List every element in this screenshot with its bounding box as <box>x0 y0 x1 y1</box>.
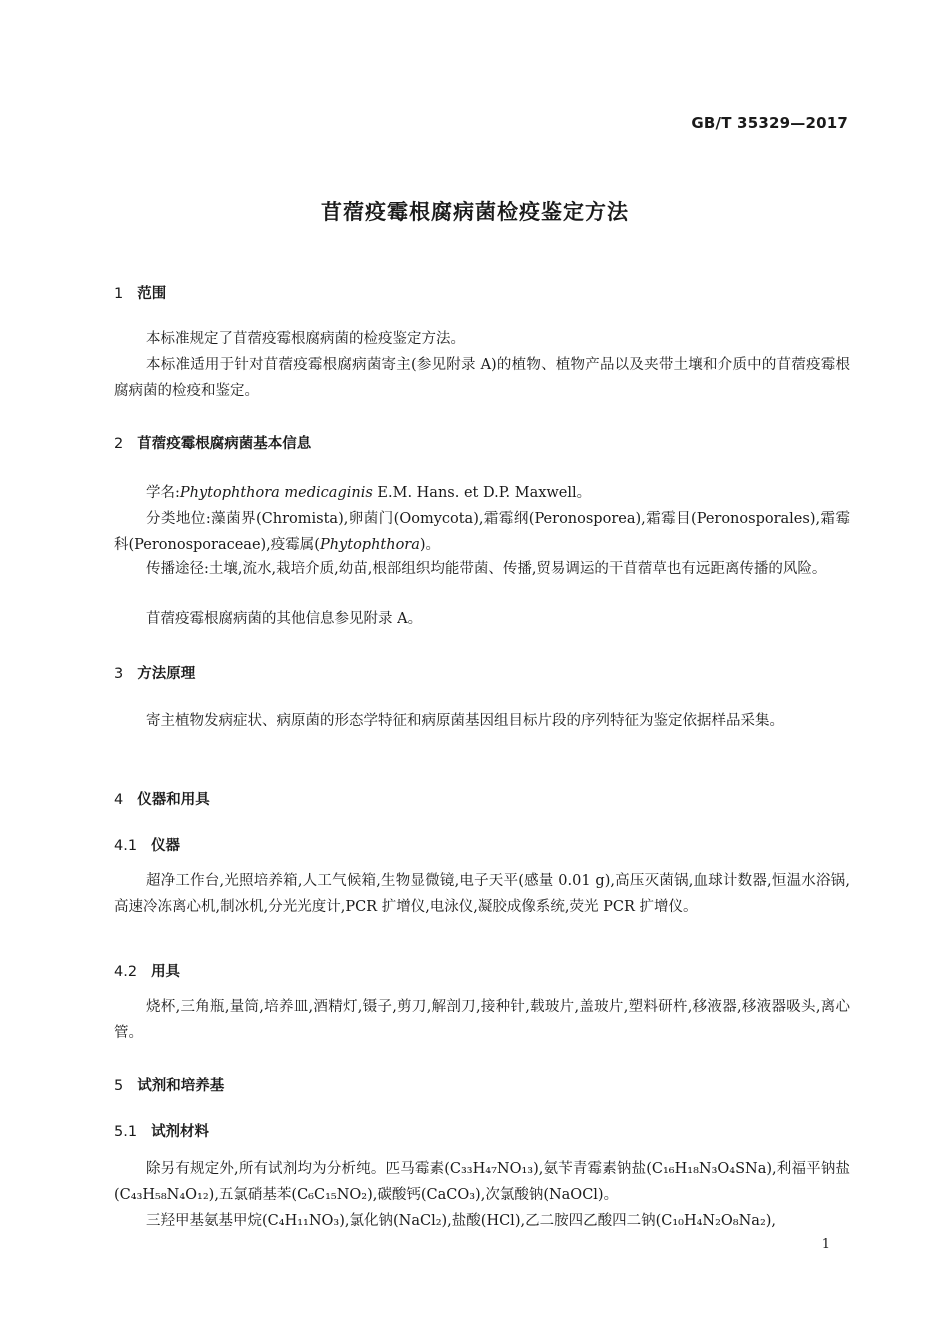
section-heading-4 <box>114 788 210 809</box>
paragraph: 传播途径:土壤,流水,栽培介质,幼苗,根部组织均能带菌、传播,贸易调运的干苜蓿草也有远距离传播的风险。 <box>146 561 827 577</box>
section-title: 苜蓿疫霉根腐病菌基本信息 <box>137 436 312 452</box>
latin-name: Phytophthora medicaginis <box>179 485 373 501</box>
page-number: 1 <box>821 1237 830 1252</box>
paragraph: 超净工作台,光照培养箱,人工气候箱,生物显微镜,电子天平(感量 0.01 g),高压灭菌锅,血球计数器,恒温水浴锅,高速冷冻离心机,制冰机,分光光度计,PCR 扩增仪,电泳仪,凝胶成像系统,荧光 PCR 扩增仪。 <box>114 873 850 915</box>
section-heading-2 <box>114 432 311 453</box>
subsection-title: 用具 <box>151 964 181 980</box>
subsection-number: 4.2 <box>114 964 138 980</box>
section-title: 试剂和培养基 <box>137 1078 225 1094</box>
subsection-heading-4-1 <box>114 834 180 855</box>
section-number: 1 <box>114 286 124 302</box>
section-number: 2 <box>114 436 124 452</box>
genus-name: Phytophthora <box>319 537 420 553</box>
taxonomy-text: 分类地位:藻菌界(Chromista),卵菌门(Oomycota),霜霉纲(Peronosporea),霜霉目(Peronosporales),霜霉科(Peronosporaceae),疫霉属( <box>114 511 850 553</box>
paragraph: 寄主植物发病症状、病原菌的形态学特征和病原菌基因组目标片段的序列特征为鉴定依据样品采集。 <box>146 713 784 729</box>
section-title: 仪器和用具 <box>137 792 210 808</box>
paragraph: 本标准适用于针对苜蓿疫霉根腐病菌寄主(参见附录 A)的植物、植物产品以及夹带土壤和介质中的苜蓿疫霉根腐病菌的检疫和鉴定。 <box>114 357 850 399</box>
authority: E.M. Hans. et D.P. Maxwell。 <box>372 485 592 501</box>
subsection-title: 仪器 <box>151 838 181 854</box>
section-number: 5 <box>114 1078 124 1094</box>
paragraph-reagents: 除另有规定外,所有试剂均为分析纯。匹马霉素(C₃₃H₄₇NO₁₃),氨苄青霉素钠盐(C₁₆H₁₈N₃O₄SNa),利福平钠盐(C₄₃H₅₈N₄O₁₂),五氯硝基苯(C₆C₁₅NO₂),碳酸钙(CaCO₃),次氯酸钠(NaOCl)。 <box>114 1161 850 1203</box>
section-title: 方法原理 <box>137 666 196 682</box>
taxonomy-end: )。 <box>419 537 441 553</box>
section-heading-3 <box>114 662 195 683</box>
paragraph: 烧杯,三角瓶,量筒,培养皿,酒精灯,镊子,剪刀,解剖刀,接种针,载玻片,盖玻片,塑料研杵,移液器,移液器吸头,离心管。 <box>114 999 850 1041</box>
section-title: 范围 <box>137 286 167 302</box>
paragraph-scientific-name <box>114 480 850 506</box>
paragraph-reagents-continued: 三羟甲基氨基甲烷(C₄H₁₁NO₃),氯化钠(NaCl₂),盐酸(HCl),乙二胺四乙酸四二钠(C₁₀H₄N₂O₈Na₂), <box>146 1213 777 1229</box>
document-title: 苜蓿疫霉根腐病菌检疫鉴定方法 <box>321 200 629 224</box>
subsection-heading-4-2 <box>114 960 180 981</box>
subsection-title: 试剂材料 <box>151 1124 210 1140</box>
subsection-number: 5.1 <box>114 1124 138 1140</box>
label: 学名: <box>146 485 180 501</box>
subsection-number: 4.1 <box>114 838 138 854</box>
standard-code: GB/T 35329—2017 <box>691 114 848 132</box>
section-heading-5 <box>114 1074 224 1095</box>
paragraph: 苜蓿疫霉根腐病菌的其他信息参见附录 A。 <box>146 611 423 627</box>
subsection-heading-5-1 <box>114 1120 209 1141</box>
section-heading-1 <box>114 282 166 303</box>
paragraph: 本标准规定了苜蓿疫霉根腐病菌的检疫鉴定方法。 <box>146 331 465 347</box>
section-number: 4 <box>114 792 124 808</box>
section-number: 3 <box>114 666 124 682</box>
paragraph-taxonomy <box>114 506 850 558</box>
